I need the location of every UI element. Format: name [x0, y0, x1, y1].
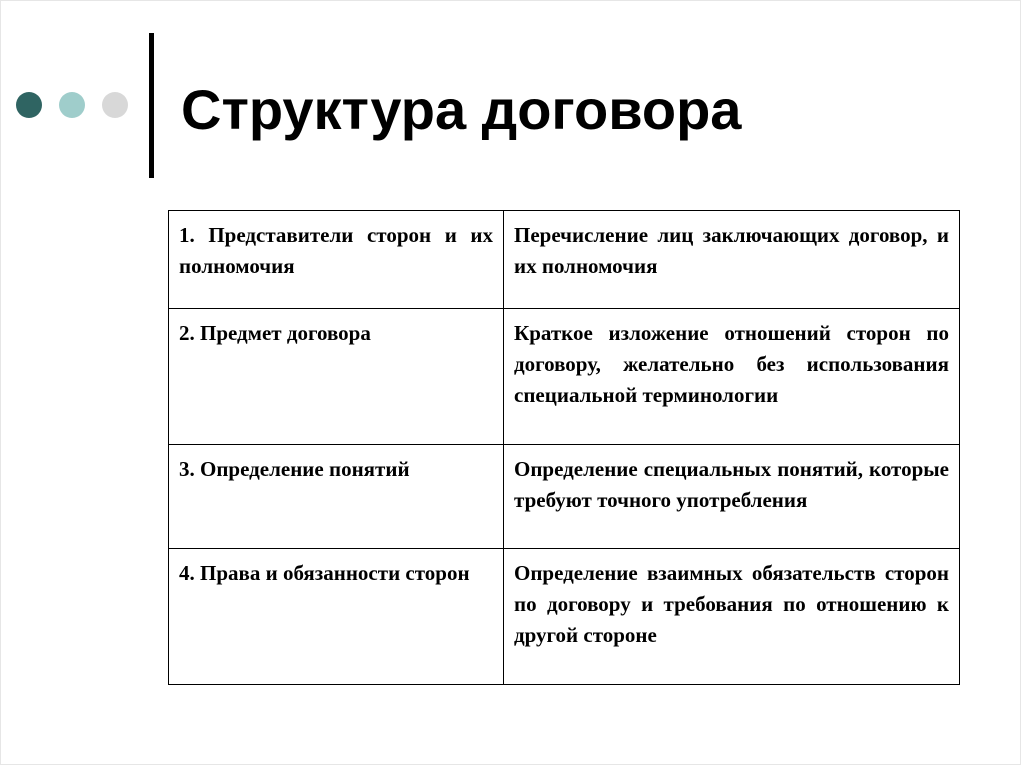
- contract-structure-table: [168, 210, 960, 685]
- table-row: [169, 211, 960, 309]
- table-cell-section: [169, 309, 504, 445]
- slide-title: Структура договора: [181, 78, 742, 141]
- decorative-dots: [16, 92, 136, 120]
- cell-text: 4. Права и обязанности сторон: [179, 561, 470, 585]
- dot-dark: [16, 92, 42, 118]
- table-row: [169, 549, 960, 685]
- cell-text: Определение специальных понятий, которые требуют точного употребления: [514, 457, 949, 512]
- cell-text: Краткое изложение отношений сторон по договору, желательно без использования специальной терминологии: [514, 321, 949, 407]
- cell-text: Перечисление лиц заключающих договор, и их полномочия: [514, 223, 949, 278]
- title-divider: [149, 33, 154, 178]
- table-cell-section: [169, 549, 504, 685]
- table-cell-description: [504, 309, 960, 445]
- table-cell-description: [504, 549, 960, 685]
- cell-text: 1. Представители сторон и их полномочия: [179, 223, 493, 278]
- cell-text: Определение взаимных обязательств сторон по договору и требования по отношению к другой стороне: [514, 561, 949, 647]
- table-cell-description: [504, 445, 960, 549]
- cell-text: 2. Предмет договора: [179, 321, 371, 345]
- dot-medium: [59, 92, 85, 118]
- table-cell-section: [169, 211, 504, 309]
- table-row: [169, 309, 960, 445]
- table-cell-description: [504, 211, 960, 309]
- table-row: [169, 445, 960, 549]
- cell-text: 3. Определение понятий: [179, 457, 410, 481]
- dot-light: [102, 92, 128, 118]
- table-cell-section: [169, 445, 504, 549]
